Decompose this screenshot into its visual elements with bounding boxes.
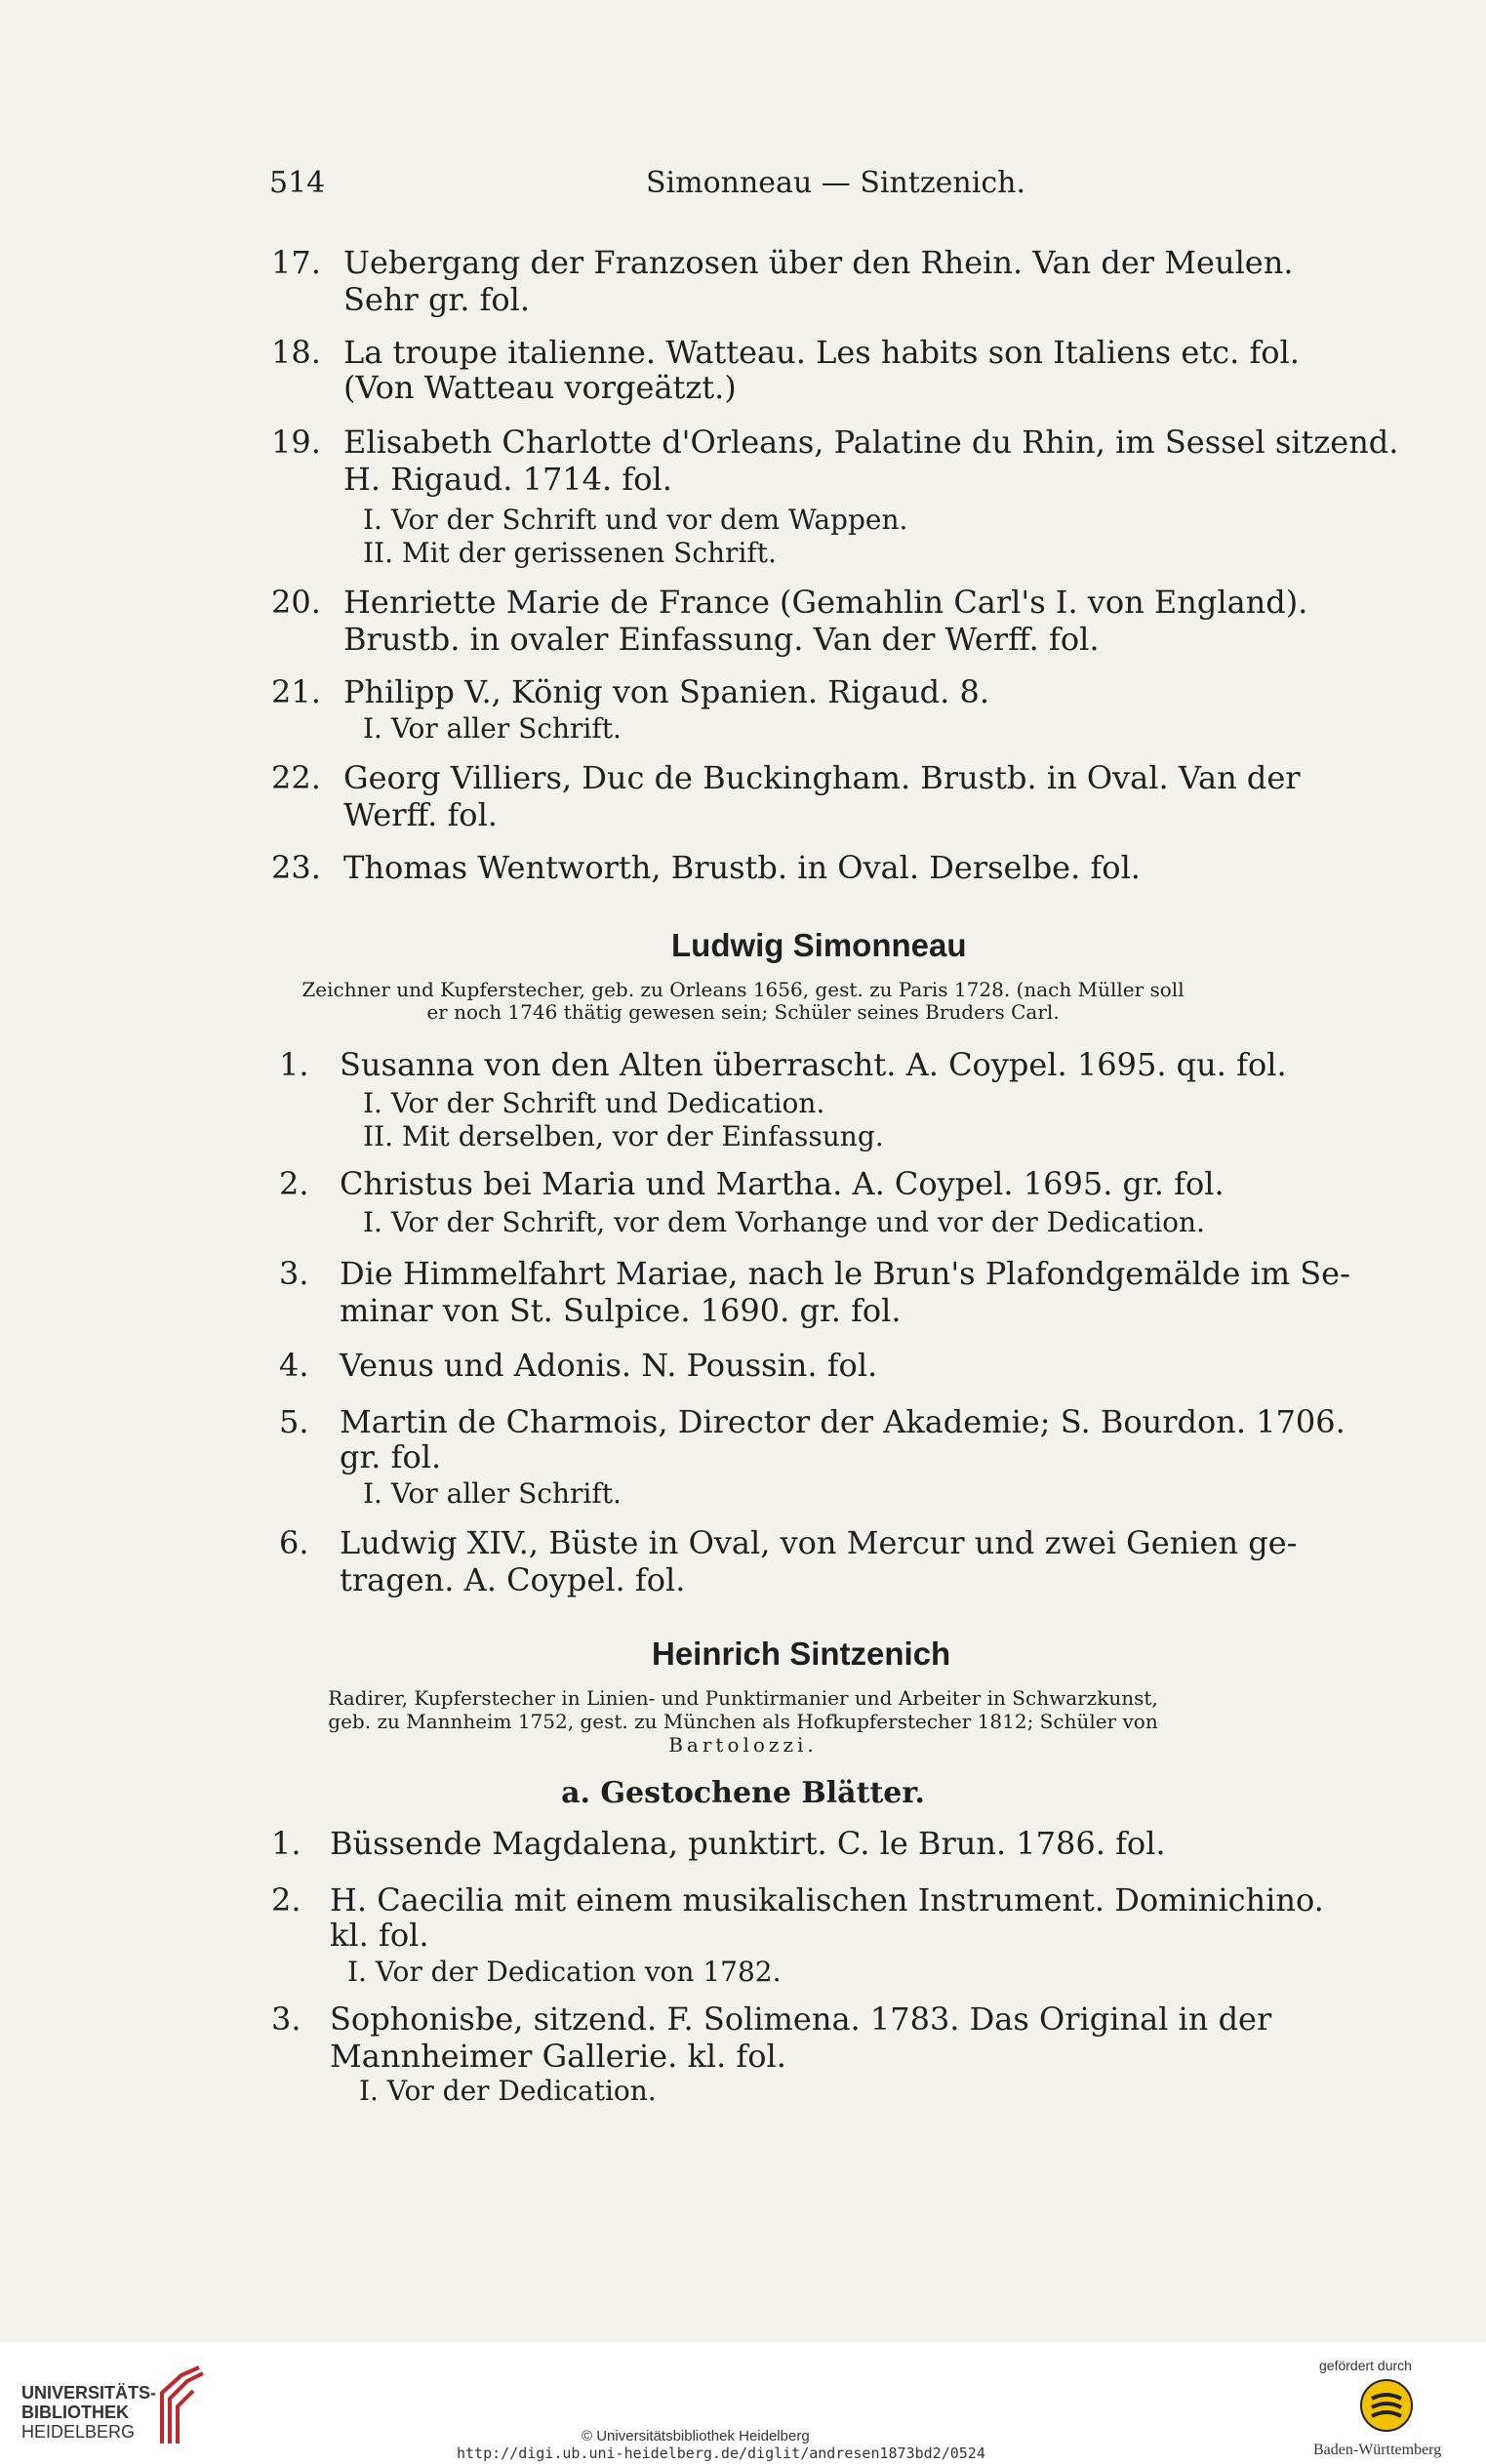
entry-number: 23. [271,849,321,886]
entry-line: Sehr gr. fol. [343,281,531,318]
entry-line: Sophonisbe, sitzend. F. Solimena. 1783. Das Original in der [330,2000,1272,2038]
entry-line: gr. fol. [340,1438,442,1475]
library-name-line: UNIVERSITÄTS- [21,2383,157,2403]
entry-state: I. Vor der Schrift, vor dem Vorhange und vor der Dedication. [363,1206,1205,1238]
entry-line: (Von Watteau vorgeätzt.) [343,369,737,406]
entry-line: Die Himmelfahrt Mariae, nach le Brun's Plafondgemälde im Se- [340,1255,1350,1292]
entry-line: Christus bei Maria und Martha. A. Coypel. 1695. gr. fol. [340,1165,1225,1202]
entry-line: Philipp V., König von Spanien. Rigaud. 8. [343,673,990,710]
entry-line: Georg Villiers, Duc de Buckingham. Brustb. in Oval. Van der [343,759,1301,796]
entry-number: 5. [279,1403,309,1440]
library-name-line: BIBLIOTHEK [21,2403,129,2422]
biography-line: geb. zu Mannheim 1752, gest. zu München als Hofkupferstecher 1812; Schüler von [328,1710,1158,1733]
entry-line: Ludwig XIV., Büste in Oval, von Mercur und zwei Genien ge- [340,1524,1298,1561]
entry-number: 19. [271,424,321,461]
biography-line: Radirer, Kupferstecher in Linien- und Punktirmanier und Arbeiter in Schwarzkunst, [328,1686,1158,1710]
entry-number: 20. [271,584,321,621]
library-name [21,2383,156,2442]
entry-line: Brustb. in ovaler Einfassung. Van der Werff. fol. [343,621,1100,658]
entry-number: 3. [271,2000,301,2038]
entry-line: kl. fol. [330,1917,429,1954]
entry-number: 1. [271,1825,301,1862]
entry-number: 18. [271,334,321,371]
entry-number: 3. [279,1255,309,1292]
entry-line: Venus und Adonis. N. Poussin. fol. [340,1347,878,1384]
entry-state: I. Vor der Dedication. [359,2075,657,2107]
entry-number: 21. [271,673,321,710]
subheading: a. Gestochene Blätter. [561,1776,925,1810]
section-title: Ludwig Simonneau [671,927,967,963]
entry-number: 6. [279,1524,309,1561]
entry-line: Büssende Magdalena, punktirt. C. le Brun. 1786. fol. [330,1825,1166,1862]
funded-by-label: gefördert durch [1319,2358,1412,2373]
entry-number: 4. [279,1347,309,1384]
entry-line: Mannheimer Gallerie. kl. fol. [330,2038,786,2075]
running-title: Simonneau — Sintzenich. [646,166,1025,200]
entry-state: II. Mit derselben, vor der Einfassung. [363,1120,884,1152]
entry-line: Susanna von den Alten überrascht. A. Coypel. 1695. qu. fol. [340,1046,1287,1083]
entry-line: La troupe italienne. Watteau. Les habits son Italiens etc. fol. [343,334,1300,371]
state-coat-of-arms-icon [1358,2377,1415,2434]
biography-line: Zeichner und Kupferstecher, geb. zu Orleans 1656, gest. zu Paris 1728. (nach Müller soll [301,978,1185,1001]
entry-state: I. Vor der Schrift und vor dem Wappen. [363,504,908,536]
entry-state: I. Vor der Schrift und Dedication. [363,1087,825,1119]
entry-state: II. Mit der gerissenen Schrift. [363,537,777,569]
entry-line: tragen. A. Coypel. fol. [340,1561,686,1598]
entry-line: Uebergang der Franzosen über den Rhein. Van der Meulen. [343,244,1294,281]
entry-number: 2. [279,1165,309,1202]
entry-number: 1. [279,1046,309,1083]
entry-line: Elisabeth Charlotte d'Orleans, Palatine du Rhin, im Sessel sitzend. [343,424,1399,461]
entry-line: minar von St. Sulpice. 1690. gr. fol. [340,1292,902,1329]
section-title: Heinrich Sintzenich [652,1636,951,1672]
entry-line: Henriette Marie de France (Gemahlin Carl's I. von England). [343,584,1308,621]
page-number: 514 [269,166,326,200]
entry-line: Thomas Wentworth, Brustb. in Oval. Derselbe. fol. [343,849,1141,886]
footer-bar [0,2342,1486,2464]
entry-state: I. Vor aller Schrift. [363,1477,622,1510]
entry-state: I. Vor der Dedication von 1782. [347,1956,782,1988]
source-url-link[interactable]: http://digi.ub.uni-heidelberg.de/diglit/andresen1873bd2/0524 [457,2444,985,2462]
entry-line: H. Caecilia mit einem musikalischen Instrument. Dominichino. [330,1881,1324,1919]
entry-line: H. Rigaud. 1714. fol. [343,461,672,498]
entry-line: Martin de Charmois, Director der Akademie; S. Bourdon. 1706. [340,1403,1345,1440]
funder-name: Baden-Württemberg [1313,2442,1442,2458]
entry-line: Werff. fol. [343,796,498,833]
entry-state: I. Vor aller Schrift. [363,712,622,745]
library-name-line: HEIDELBERG [21,2422,136,2442]
biography-line: er noch 1746 thätig gewesen sein; Schüler seines Bruders Carl. [426,1000,1060,1024]
entry-number: 2. [271,1881,301,1919]
entry-number: 22. [271,759,321,796]
biography-line: Bartolozzi. [668,1733,818,1757]
library-logo-icon [154,2363,205,2451]
entry-number: 17. [271,244,321,281]
copyright-text: © Universitätsbibliothek Heidelberg [582,2428,810,2444]
